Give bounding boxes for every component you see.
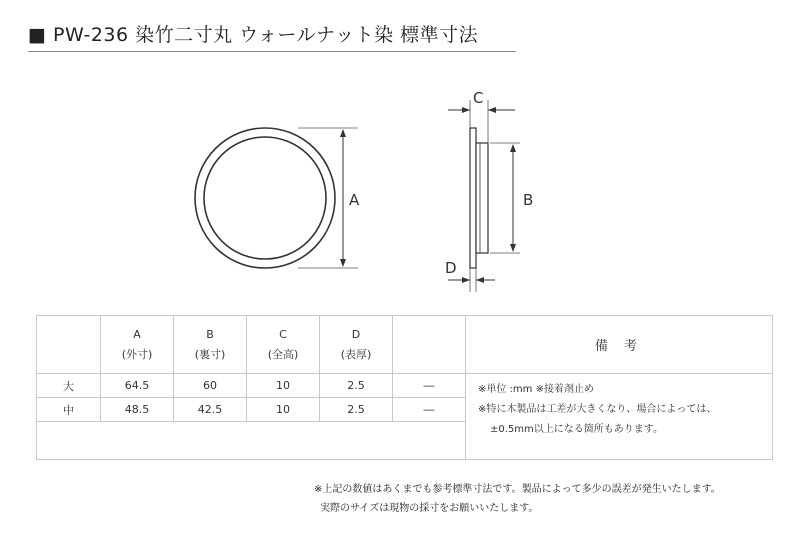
row-label: 中 — [37, 398, 101, 422]
side-view — [445, 89, 533, 292]
c-label: C — [473, 89, 484, 107]
page-title: ■ PW-236 染竹二寸丸 ウォールナット染 標準寸法 — [28, 24, 479, 46]
row-label: 大 — [37, 374, 101, 398]
cell-c: 10 — [247, 398, 320, 422]
b-label: B — [523, 191, 534, 209]
cell-c: 10 — [247, 374, 320, 398]
side-body — [476, 143, 488, 253]
cell-d: 2.5 — [320, 374, 393, 398]
remarks-notes — [466, 374, 773, 460]
cell-a: 64.5 — [101, 374, 174, 398]
cell-b: 42.5 — [174, 398, 247, 422]
b-arrow-top — [510, 144, 516, 152]
a-label: A — [349, 191, 360, 209]
outer-circle — [195, 128, 335, 268]
c-arrow-right — [488, 107, 496, 113]
table-header-row — [37, 316, 773, 374]
cell-extra: ― — [393, 374, 466, 398]
inner-circle — [204, 137, 326, 259]
note-line: ※単位 :mm ※接着剤止め — [478, 384, 594, 395]
note-line: ±0.5mm以上になる箇所もあります。 — [490, 424, 663, 435]
d-arrow-left — [462, 277, 470, 283]
remarks-header: 備 考 — [466, 316, 773, 374]
header-cell-c: C (全高) — [247, 316, 320, 374]
d-label: D — [445, 259, 457, 277]
header-cell-a: A (外寸) — [101, 316, 174, 374]
spec-table — [36, 315, 773, 460]
a-arrow-bottom — [340, 259, 346, 267]
front-view — [195, 128, 360, 268]
d-arrow-right — [476, 277, 484, 283]
cell-d: 2.5 — [320, 398, 393, 422]
cell-b: 60 — [174, 374, 247, 398]
side-plate — [470, 128, 476, 268]
b-arrow-bottom — [510, 244, 516, 252]
a-arrow-top — [340, 129, 346, 137]
table-row — [37, 374, 773, 398]
blank-cell — [37, 422, 466, 460]
cell-a: 48.5 — [101, 398, 174, 422]
header-cell-d: D (表厚) — [320, 316, 393, 374]
header-cell-b: B (裏寸) — [174, 316, 247, 374]
header-cell-empty — [37, 316, 101, 374]
footnote: ※上記の数値はあくまでも参考標準寸法です。製品によって多少の誤差が発生いたします。 — [314, 484, 721, 495]
header-cell-blank — [393, 316, 466, 374]
note-line: ※特に木製品は工差が大きくなり、場合によっては、 — [478, 404, 717, 415]
footnote: 実際のサイズは現物の採寸をお願いいたします。 — [320, 503, 539, 514]
c-arrow-left — [462, 107, 470, 113]
cell-extra: ― — [393, 398, 466, 422]
